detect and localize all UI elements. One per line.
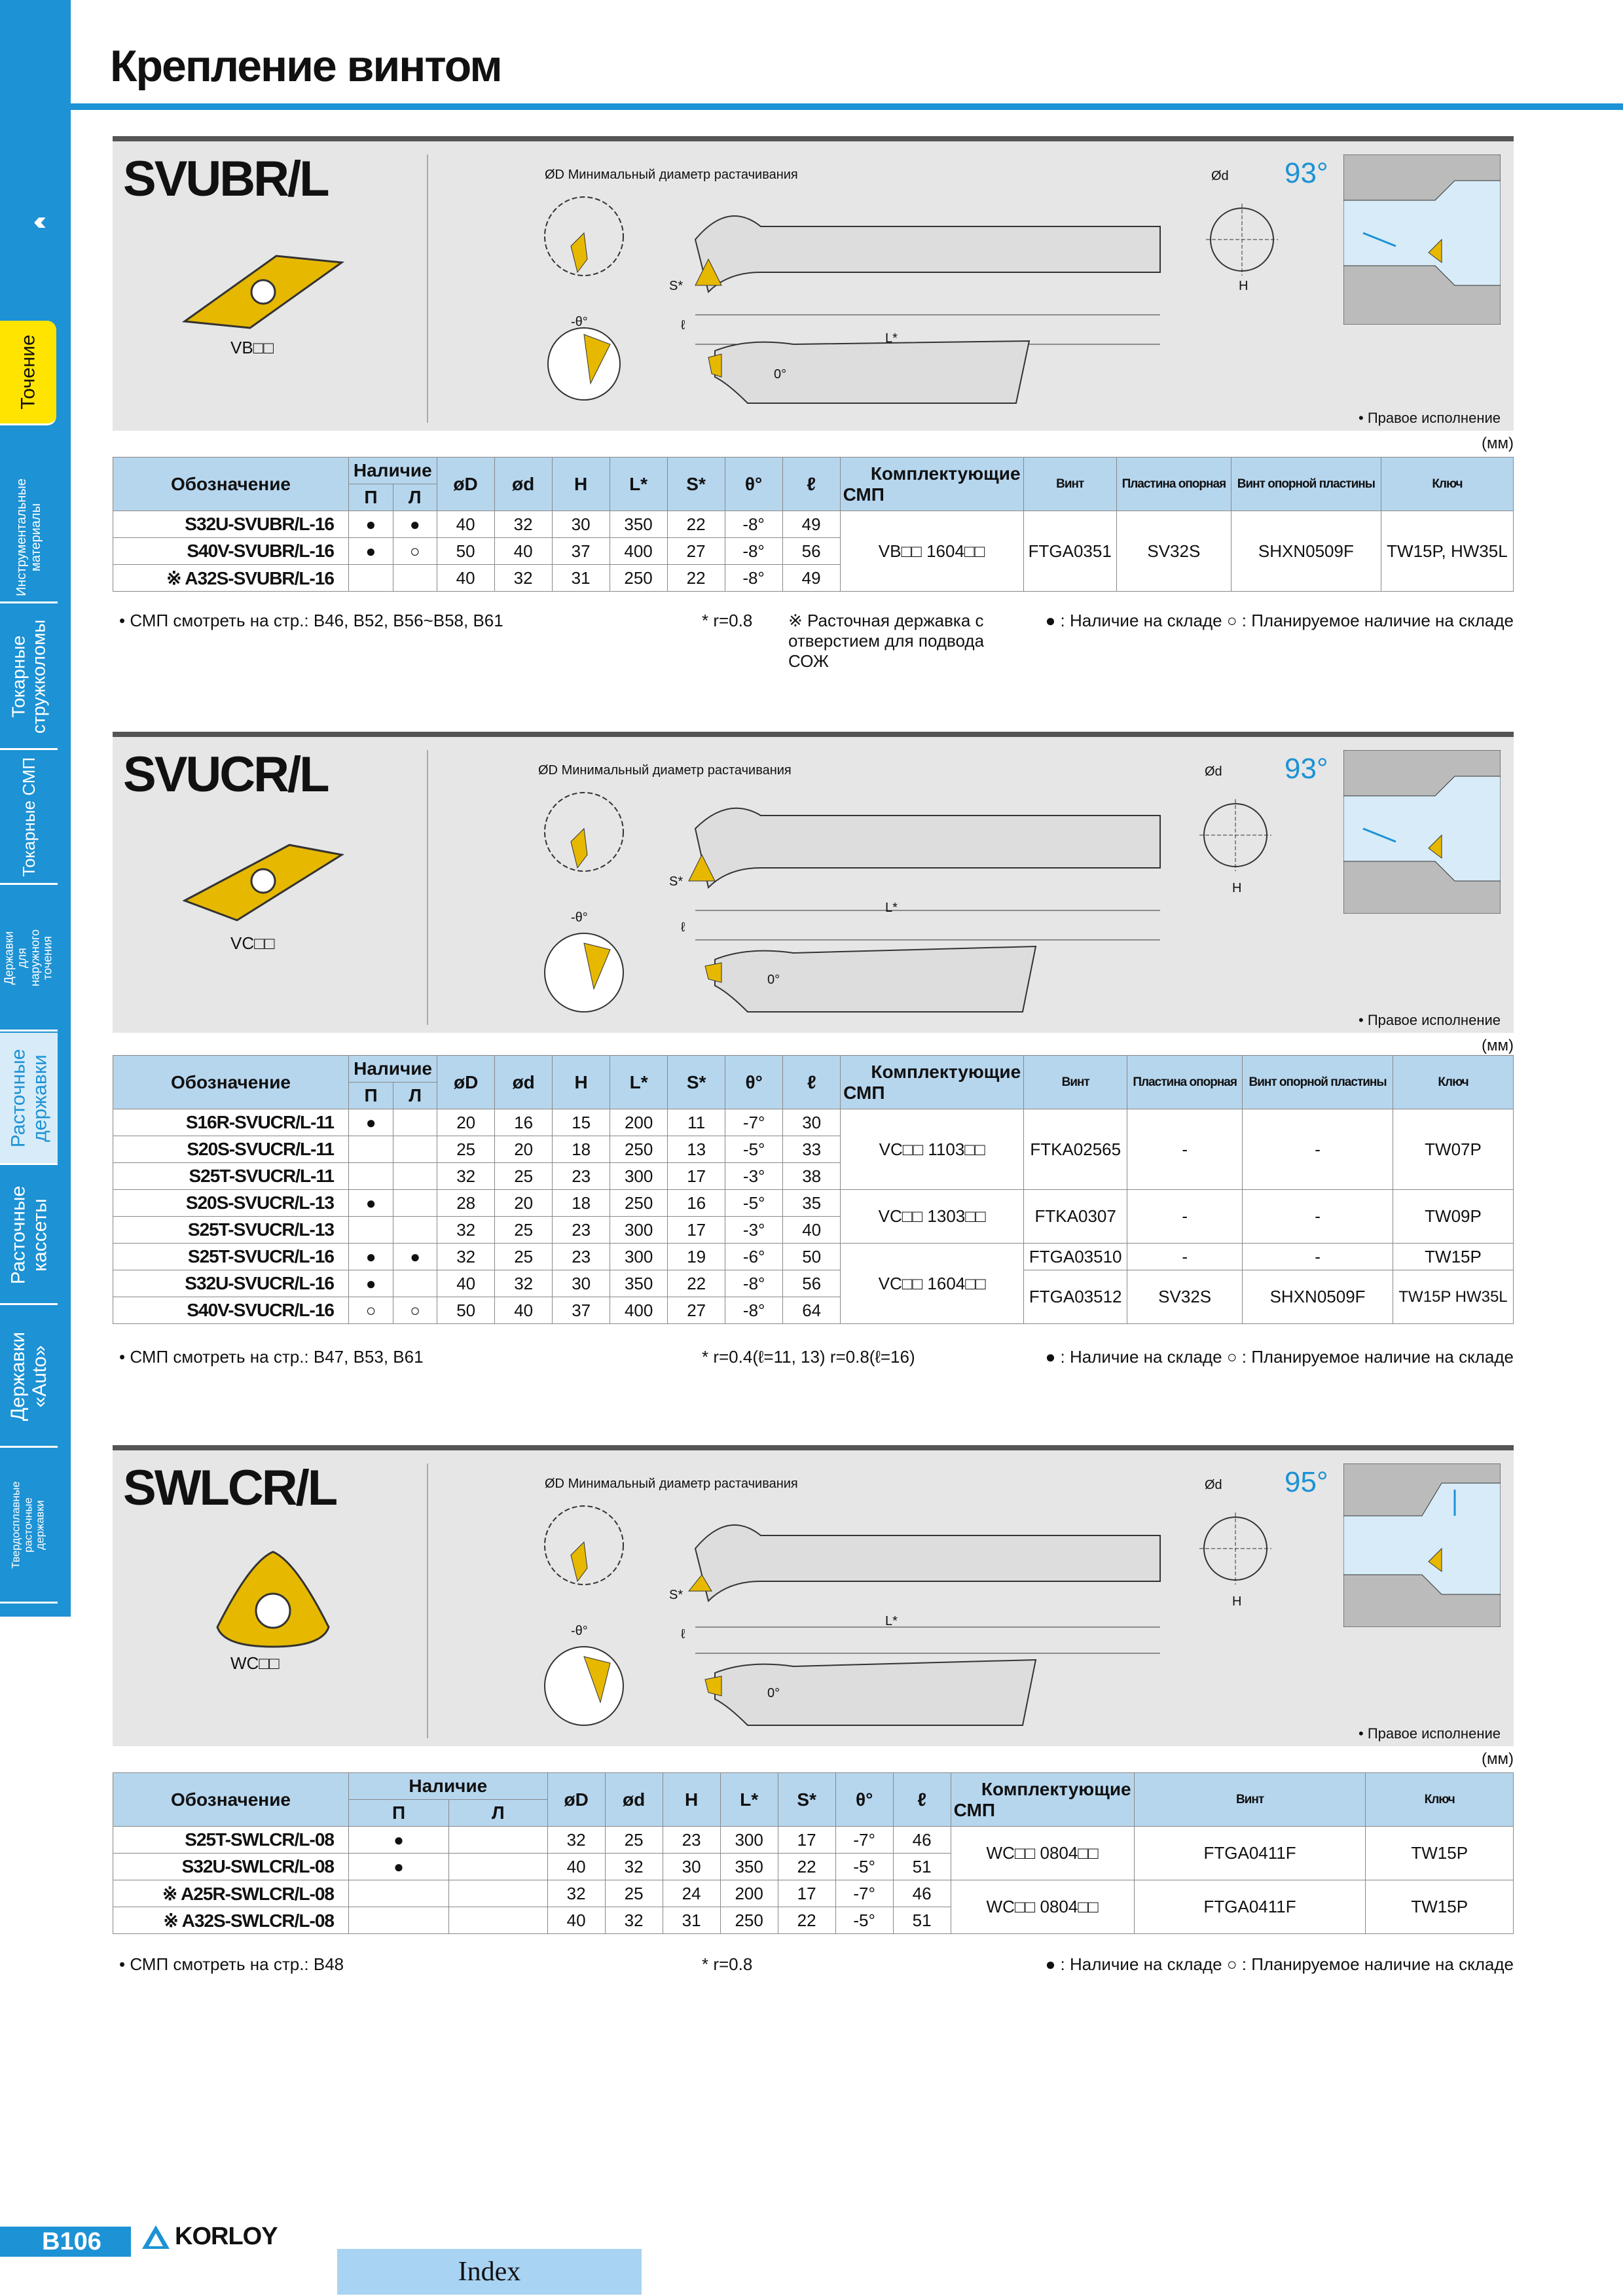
sidebar-nav <box>0 0 71 1617</box>
holder-drawing <box>532 1496 1173 1751</box>
operation-diagram <box>1343 154 1501 325</box>
table-row: S25T-SVUCR/L-11 32 25 23 300 17 -3° 38 <box>113 1163 1514 1190</box>
H-label: H <box>1232 1594 1242 1609</box>
table-row: S25T-SWLCR/L-08 ● 32 25 23 300 17 -7° 46 WC□□ 0804□□ FTGA0411F TW15P <box>113 1827 1514 1854</box>
theta-label: -θ° <box>571 910 588 925</box>
tab-inserts[interactable]: Токарные СМП <box>0 751 58 885</box>
page-title: Крепление винтом <box>110 41 501 91</box>
section-swlcr <box>113 1445 1514 1982</box>
tab-external-holders[interactable]: Державки для наружного точения <box>0 886 58 1031</box>
table-row: S40V-SVUCR/L-16 ○ ○ 50 40 37 400 27 -8° 64 <box>113 1297 1514 1324</box>
table-row: ※ A32S-SVUBR/L-16 40 32 31 250 22 -8° 49 <box>113 565 1514 592</box>
tab-carbide-boring-bars[interactable]: Твердосплавные расточные державки <box>0 1449 58 1604</box>
section-code: SWLCR/L <box>123 1460 337 1516</box>
divider <box>427 154 428 423</box>
insert-wc-icon <box>211 1549 335 1653</box>
holder-drawing <box>532 187 1173 436</box>
insert-page-ref: • СМП смотреть на стр.: B47, B53, B61 <box>119 1347 424 1367</box>
min-bore-label: ØD Минимальный диаметр растачивания <box>545 168 798 182</box>
right-hand-note: • Правое исполнение <box>1359 1012 1501 1028</box>
d-label: Ød <box>1211 169 1229 183</box>
l-label: ℓ <box>681 1627 685 1641</box>
insert-page-ref: • СМП смотреть на стр.: B48 <box>119 1954 344 1974</box>
insert-vc-icon <box>178 835 348 933</box>
L-label: L* <box>885 901 898 915</box>
divider <box>427 750 428 1025</box>
insert-vb-icon <box>178 246 348 344</box>
zero-angle-label: 0° <box>767 973 780 987</box>
radius-note: * r=0.8 <box>702 611 753 630</box>
operation-diagram <box>1343 1463 1501 1627</box>
page-number: B106 <box>0 2227 131 2257</box>
table-row: S32U-SWLCR/L-08 ● 40 32 30 350 22 -5° 51 <box>113 1854 1514 1880</box>
insert-label: WC□□ <box>230 1653 280 1673</box>
tab-boring-cartridges[interactable]: Расточные кассеты <box>0 1166 58 1305</box>
table-row: ※ A32S-SWLCR/L-08 40 32 31 250 22 -5° 51 <box>113 1907 1514 1934</box>
table-row: S16R-SVUCR/L-11 ● 20 16 15 200 11 -7° 30 VC□□ 1103□□ FTKA02565 - - TW07P <box>113 1109 1514 1136</box>
tab-chipbreakers[interactable]: Токарные стружколомы <box>0 605 58 750</box>
s-label: S* <box>669 874 684 889</box>
stock-legend: ● : Наличие на складе ○ : Планируемое наличие на складе <box>1045 611 1514 630</box>
right-hand-note: • Правое исполнение <box>1359 410 1501 426</box>
spec-table: Обозначение Наличие øD ød H L* S* θ° ℓ Комплектующие СМП Винт Ключ П Л S25T-SWLCR/L-08 ● 32 25 23 300 17 -7° 46 WC□□ 0804□□ FTGA0411F TW15P S32U-SWLCR/L-08 ● 40 32 30 350 22 -5° 51 ※ A25R-SWLCR/L-08 32 25 24 200 17 -7° 46 WC□□ 0804□□ FTGA0411F TW15P ※ A32S-SWLCR/L-08 40 32 31 250 22 -5° 51 <box>113 1772 1514 1934</box>
diagram-panel <box>113 136 1514 431</box>
operation-diagram <box>1343 750 1501 914</box>
units-label: (мм) <box>1482 435 1514 452</box>
H-label: H <box>1232 881 1242 895</box>
l-label: ℓ <box>681 318 685 332</box>
diagram-panel <box>113 732 1514 1033</box>
section-svubr <box>113 136 1514 673</box>
approach-angle: 95° <box>1285 1466 1328 1498</box>
units-label: (мм) <box>1482 1037 1514 1054</box>
table-row: S20S-SVUCR/L-11 25 20 18 250 13 -5° 33 <box>113 1136 1514 1163</box>
spec-table: Обозначение Наличие øD ød H L* S* θ° ℓ Комплектующие СМП Винт Пластина опорная Винт опорной пластины Ключ П Л S16R-SVUCR/L-11 ● 20 16 15 200 11 -7° 30 VC□□ 1103□□ FTKA02565 - - TW07P S20S-SVUCR/L-11 25 20 18 250 13 -5° 33 S25T-SVUCR/L-11 32 25 23 300 17 -3° 38 S20S-SVUCR/L-13 ● 28 20 18 250 16 -5° 35 VC□□ 1303□□ FTKA0307 - - TW09P S25T-SVUCR/L-13 32 25 23 300 17 -3° 40 S25T-SVUCR/L-16 ● ● 32 25 23 300 19 -6° 50 VC□□ 1604□□ FTGA03510 - - TW15P S32U-SVUCR/L-16 ● 40 32 30 350 22 -8° 56 FTGA03512 SV32S SHXN0509F TW15P HW35L S40V-SVUCR/L-16 ○ ○ 50 40 37 400 27 -8° 64 <box>113 1055 1514 1324</box>
section-code: SVUCR/L <box>123 747 328 802</box>
theta-label: -θ° <box>571 1624 588 1638</box>
zero-angle-label: 0° <box>767 1686 780 1700</box>
tab-turning[interactable]: Точение <box>0 321 56 425</box>
table-row: S40V-SVUBR/L-16 ● ○ 50 40 37 400 27 -8° 56 <box>113 538 1514 565</box>
spec-table: Обозначение Наличие øD ød H L* S* θ° ℓ Комплектующие СМП Винт Пластина опорная Винт опорной пластины Ключ П Л S32U-SVUBR/L-16 ● ● 40 32 30 350 22 -8° 49 VB□□ 1604□□ FTGA0351 SV32S SHXN0509F TW15P, HW35L S40V-SVUBR/L-16 ● ○ 50 40 37 400 27 -8° 56 ※ A32S-SVUBR/L-16 40 32 31 250 22 -8° 49 <box>113 457 1514 592</box>
tab-auto-holders[interactable]: Державки «Auto» <box>0 1306 58 1448</box>
units-label: (мм) <box>1482 1750 1514 1768</box>
approach-angle: 93° <box>1285 753 1328 785</box>
stock-legend: ● : Наличие на складе ○ : Планируемое наличие на складе <box>1045 1347 1514 1367</box>
s-label: S* <box>669 1588 684 1602</box>
right-hand-note: • Правое исполнение <box>1359 1725 1501 1742</box>
title-rule <box>71 103 1623 110</box>
zero-angle-label: 0° <box>774 367 787 382</box>
insert-page-ref: • СМП смотреть на стр.: B46, B52, B56~B58, B61 <box>119 611 503 630</box>
L-label: L* <box>885 1614 898 1628</box>
insert-label: VB□□ <box>230 338 274 357</box>
stock-legend: ● : Наличие на складе ○ : Планируемое наличие на складе <box>1045 1954 1514 1974</box>
korloy-logo-icon <box>141 2224 171 2250</box>
tab-tool-materials[interactable]: Инструментальные материалы <box>0 473 58 603</box>
table-row: S20S-SVUCR/L-13 ● 28 20 18 250 16 -5° 35 VC□□ 1303□□ FTKA0307 - - TW09P <box>113 1190 1514 1217</box>
divider <box>427 1463 428 1738</box>
table-row: S32U-SVUCR/L-16 ● 40 32 30 350 22 -8° 56 FTGA03512 SV32S SHXN0509F TW15P HW35L <box>113 1270 1514 1297</box>
radius-note: * r=0.8 <box>702 1954 753 1974</box>
l-label: ℓ <box>681 920 685 935</box>
approach-angle: 93° <box>1285 157 1328 189</box>
radius-note: * r=0.4(ℓ=11, 13) r=0.8(ℓ=16) <box>702 1347 915 1367</box>
table-row: ※ A25R-SWLCR/L-08 32 25 24 200 17 -7° 46 WC□□ 0804□□ FTGA0411F TW15P <box>113 1880 1514 1907</box>
back-arrows-icon[interactable]: ‹‹‹ <box>33 207 40 236</box>
s-label: S* <box>669 279 684 293</box>
korloy-logo: KORLOY <box>141 2223 278 2251</box>
theta-label: -θ° <box>571 315 588 329</box>
H-label: H <box>1239 279 1249 293</box>
index-button[interactable]: Index <box>337 2249 642 2295</box>
table-row: S25T-SVUCR/L-16 ● ● 32 25 23 300 19 -6° 50 VC□□ 1604□□ FTGA03510 - - TW15P <box>113 1244 1514 1270</box>
diagram-panel <box>113 1445 1514 1746</box>
d-label: Ød <box>1205 1478 1222 1492</box>
section-code: SVUBR/L <box>123 151 328 207</box>
min-bore-label: ØD Минимальный диаметр растачивания <box>538 763 792 778</box>
coolant-note: ※ Расточная державка с отверстием для подвода СОЖ <box>788 611 985 671</box>
table-row: S25T-SVUCR/L-13 32 25 23 300 17 -3° 40 <box>113 1217 1514 1244</box>
L-label: L* <box>885 331 898 346</box>
section-svucr <box>113 732 1514 1386</box>
insert-label: VC□□ <box>230 933 275 953</box>
min-bore-label: ØD Минимальный диаметр растачивания <box>545 1477 798 1491</box>
d-label: Ød <box>1205 764 1222 779</box>
table-row: S32U-SVUBR/L-16 ● ● 40 32 30 350 22 -8° 49 VB□□ 1604□□ FTGA0351 SV32S SHXN0509F TW15P, HW35L <box>113 511 1514 538</box>
holder-drawing <box>532 783 1173 1038</box>
tab-boring-bars[interactable]: Расточные державки <box>0 1033 58 1165</box>
